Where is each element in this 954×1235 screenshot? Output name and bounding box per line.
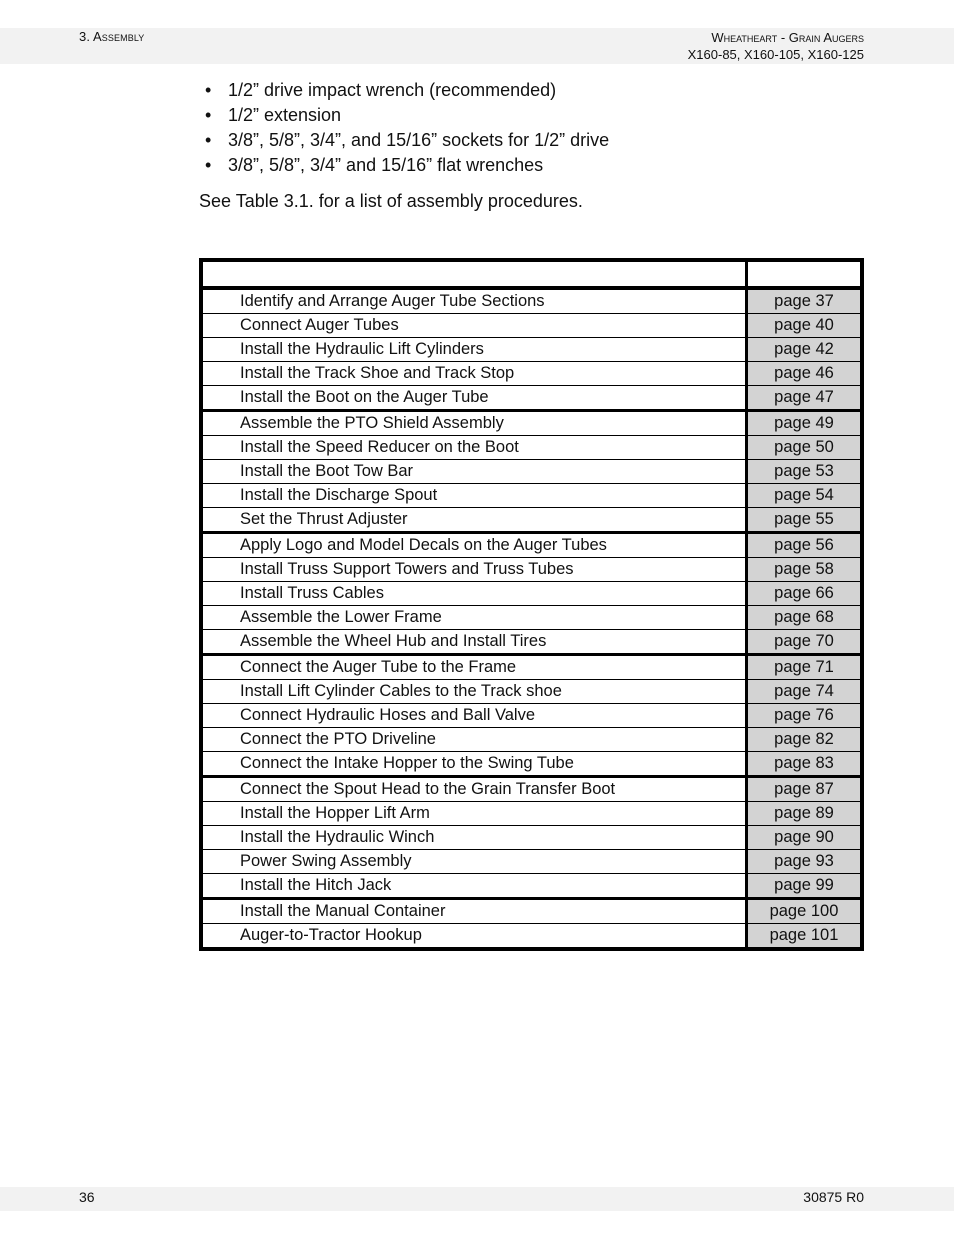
page-reference-cell: page 90	[747, 826, 863, 850]
procedure-cell: Install the Hydraulic Winch	[201, 826, 747, 850]
page-reference-cell: page 74	[747, 680, 863, 704]
page-number: 36	[79, 1189, 95, 1205]
table-row	[201, 558, 862, 582]
list-item	[199, 153, 609, 178]
table-row	[201, 362, 862, 386]
table-row	[201, 728, 862, 752]
page-reference-cell: page 100	[747, 899, 863, 924]
table-row	[201, 484, 862, 508]
bullet-icon: •	[205, 80, 212, 100]
table-row	[201, 411, 862, 436]
page-reference-cell: page 87	[747, 777, 863, 802]
page-reference-cell: page 83	[747, 752, 863, 777]
procedure-cell: Install the Speed Reducer on the Boot	[201, 436, 747, 460]
procedure-cell: Install the Hitch Jack	[201, 874, 747, 899]
procedure-cell: Connect Hydraulic Hoses and Ball Valve	[201, 704, 747, 728]
table-row	[201, 630, 862, 655]
document-id: 30875 R0	[803, 1189, 864, 1205]
table-row	[201, 752, 862, 777]
page-reference-cell: page 70	[747, 630, 863, 655]
bullet-icon: •	[205, 130, 212, 150]
table-body	[201, 288, 862, 949]
page-reference-cell: page 42	[747, 338, 863, 362]
list-item-text: 3/8”, 5/8”, 3/4” and 15/16” flat wrenches	[228, 155, 544, 175]
page-column-header	[747, 260, 863, 288]
page-reference-cell: page 66	[747, 582, 863, 606]
bullet-icon: •	[205, 105, 212, 125]
procedure-cell: Connect the Intake Hopper to the Swing Tube	[201, 752, 747, 777]
list-item-text: 3/8”, 5/8”, 3/4”, and 15/16” sockets for 1/2” drive	[228, 130, 610, 150]
procedure-cell: Identify and Arrange Auger Tube Sections	[201, 288, 747, 314]
page-reference-cell: page 58	[747, 558, 863, 582]
list-item-text: 1/2” drive impact wrench (recommended)	[228, 80, 557, 100]
procedure-cell: Set the Thrust Adjuster	[201, 508, 747, 533]
page-reference-cell: page 71	[747, 655, 863, 680]
table-row	[201, 436, 862, 460]
table-row	[201, 460, 862, 484]
table-row	[201, 533, 862, 558]
table-row	[201, 704, 862, 728]
procedure-cell: Assemble the Lower Frame	[201, 606, 747, 630]
procedure-cell: Auger-to-Tractor Hookup	[201, 924, 747, 950]
procedure-cell: Install the Boot Tow Bar	[201, 460, 747, 484]
model-list: X160-85, X160-105, X160-125	[687, 47, 864, 62]
assembly-procedures-table	[199, 258, 864, 951]
page-reference-cell: page 99	[747, 874, 863, 899]
procedure-cell: Connect the Auger Tube to the Frame	[201, 655, 747, 680]
procedure-cell: Apply Logo and Model Decals on the Auger Tubes	[201, 533, 747, 558]
procedure-cell: Install the Hopper Lift Arm	[201, 802, 747, 826]
page-footer	[0, 1187, 954, 1211]
procedure-cell: Install the Boot on the Auger Tube	[201, 386, 747, 411]
table-row	[201, 508, 862, 533]
table-row	[201, 288, 862, 314]
table-row	[201, 606, 862, 630]
table-row	[201, 826, 862, 850]
table-row	[201, 338, 862, 362]
page-reference-cell: page 89	[747, 802, 863, 826]
page-reference-cell: page 101	[747, 924, 863, 950]
procedure-cell: Install the Track Shoe and Track Stop	[201, 362, 747, 386]
procedure-cell: Connect the Spout Head to the Grain Transfer Boot	[201, 777, 747, 802]
page-reference-cell: page 37	[747, 288, 863, 314]
bullet-icon: •	[205, 155, 212, 175]
table-row	[201, 850, 862, 874]
list-item	[199, 78, 609, 103]
procedure-cell: Install Lift Cylinder Cables to the Track shoe	[201, 680, 747, 704]
list-item-text: 1/2” extension	[228, 105, 342, 125]
page-reference-cell: page 49	[747, 411, 863, 436]
table-row	[201, 386, 862, 411]
list-item	[199, 103, 609, 128]
page-reference-cell: page 46	[747, 362, 863, 386]
procedure-cell: Connect the PTO Driveline	[201, 728, 747, 752]
table-row	[201, 924, 862, 950]
procedure-cell: Install the Discharge Spout	[201, 484, 747, 508]
page-reference-cell: page 55	[747, 508, 863, 533]
tool-list	[199, 78, 609, 178]
section-title: 3. Assembly	[79, 29, 145, 44]
page-reference-cell: page 50	[747, 436, 863, 460]
page-reference-cell: page 40	[747, 314, 863, 338]
table-row	[201, 899, 862, 924]
table-row	[201, 680, 862, 704]
procedure-cell: Install Truss Support Towers and Truss Tubes	[201, 558, 747, 582]
procedure-cell: Assemble the Wheel Hub and Install Tires	[201, 630, 747, 655]
page-header	[0, 28, 954, 64]
procedure-column-header	[201, 260, 747, 288]
page-reference-cell: page 76	[747, 704, 863, 728]
procedure-cell: Power Swing Assembly	[201, 850, 747, 874]
procedure-cell: Connect Auger Tubes	[201, 314, 747, 338]
table-row	[201, 802, 862, 826]
page-reference-cell: page 56	[747, 533, 863, 558]
table-row	[201, 314, 862, 338]
procedure-cell: Install the Hydraulic Lift Cylinders	[201, 338, 747, 362]
page-reference-cell: page 54	[747, 484, 863, 508]
page-reference-cell: page 93	[747, 850, 863, 874]
brand-title: Wheatheart - Grain Augers	[711, 30, 864, 45]
page-reference-cell: page 53	[747, 460, 863, 484]
procedure-cell: Install the Manual Container	[201, 899, 747, 924]
header-product-info	[688, 29, 864, 63]
table-row	[201, 582, 862, 606]
list-item	[199, 128, 609, 153]
page-reference-cell: page 82	[747, 728, 863, 752]
procedure-cell: Assemble the PTO Shield Assembly	[201, 411, 747, 436]
table-row	[201, 777, 862, 802]
table-header-row	[201, 260, 862, 288]
table-row	[201, 655, 862, 680]
intro-paragraph: See Table 3.1. for a list of assembly procedures.	[199, 191, 583, 211]
page-reference-cell: page 68	[747, 606, 863, 630]
page-reference-cell: page 47	[747, 386, 863, 411]
procedure-cell: Install Truss Cables	[201, 582, 747, 606]
table-row	[201, 874, 862, 899]
